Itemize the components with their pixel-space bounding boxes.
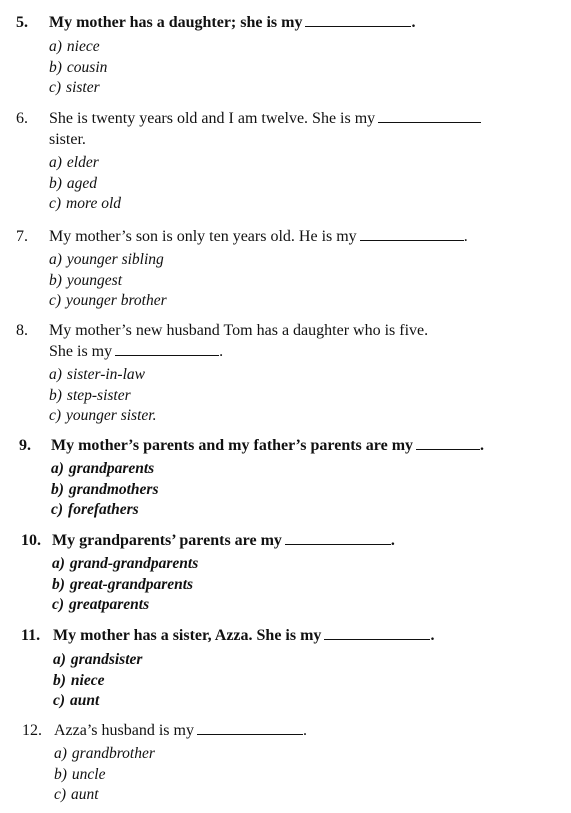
option-letter: a) bbox=[52, 555, 65, 572]
option-a[interactable] bbox=[49, 37, 107, 58]
option-text: aunt bbox=[70, 692, 100, 709]
option-letter: b) bbox=[52, 575, 65, 593]
option-text: younger brother bbox=[66, 292, 167, 309]
question-prompt: My mother’s son is only ten years old. He is my bbox=[49, 228, 357, 245]
question-prompt: My mother has a sister, Azza. She is my bbox=[53, 627, 322, 644]
question-text bbox=[51, 435, 521, 456]
answer-blank[interactable] bbox=[324, 625, 430, 640]
answer-blank[interactable] bbox=[285, 530, 391, 545]
option-letter: a) bbox=[51, 460, 64, 477]
question-end: . bbox=[390, 532, 395, 549]
option-letter: b) bbox=[53, 671, 66, 689]
option-c[interactable] bbox=[49, 406, 156, 427]
answer-options bbox=[49, 250, 167, 312]
option-letter: a) bbox=[49, 366, 62, 383]
option-text: elder bbox=[66, 154, 99, 171]
option-text: sister bbox=[66, 79, 100, 96]
option-letter: a) bbox=[49, 154, 62, 171]
option-letter: c) bbox=[49, 195, 62, 212]
question-end: . bbox=[411, 14, 416, 31]
option-b[interactable] bbox=[54, 765, 155, 786]
option-letter: a) bbox=[49, 38, 62, 55]
option-text: sister-in-law bbox=[66, 366, 145, 383]
option-letter: b) bbox=[49, 386, 62, 404]
option-letter: c) bbox=[53, 692, 66, 709]
option-text: aunt bbox=[71, 786, 99, 803]
question-end: . bbox=[430, 627, 435, 644]
question-text bbox=[52, 530, 522, 551]
option-letter: b) bbox=[54, 765, 67, 783]
option-letter: a) bbox=[49, 251, 62, 268]
question-number: 10. bbox=[21, 532, 41, 549]
option-letter: b) bbox=[49, 271, 62, 289]
question-number: 7. bbox=[16, 228, 28, 245]
option-text: uncle bbox=[71, 765, 106, 783]
answer-options bbox=[52, 554, 198, 616]
option-text: grandmothers bbox=[68, 480, 159, 498]
option-c[interactable] bbox=[53, 691, 142, 712]
answer-options bbox=[49, 365, 156, 427]
answer-blank[interactable] bbox=[305, 12, 411, 27]
question-number: 5. bbox=[16, 14, 28, 31]
option-letter: b) bbox=[51, 480, 64, 498]
option-text: grandsister bbox=[70, 651, 143, 668]
option-text: grandparents bbox=[68, 460, 155, 477]
question-prompt: She is twenty years old and I am twelve. She is my bbox=[49, 110, 376, 127]
option-text: grand-grandparents bbox=[69, 555, 199, 572]
question-prompt: My grandparents’ parents are my bbox=[52, 532, 282, 549]
option-letter: b) bbox=[49, 58, 62, 76]
option-text: greatparents bbox=[69, 596, 150, 613]
option-letter: c) bbox=[51, 501, 64, 518]
option-text: grandbrother bbox=[71, 745, 155, 762]
option-letter: c) bbox=[49, 292, 62, 309]
option-a[interactable] bbox=[49, 250, 167, 271]
option-a[interactable] bbox=[49, 153, 121, 174]
option-b[interactable] bbox=[49, 174, 121, 195]
answer-options bbox=[54, 744, 155, 806]
question-text bbox=[49, 12, 519, 33]
option-a[interactable] bbox=[51, 459, 159, 480]
answer-options bbox=[49, 153, 121, 215]
option-a[interactable] bbox=[54, 744, 155, 765]
option-c[interactable] bbox=[49, 194, 121, 215]
question-number: 9. bbox=[19, 437, 31, 454]
option-letter: c) bbox=[52, 596, 65, 613]
answer-options bbox=[49, 37, 107, 99]
option-c[interactable] bbox=[49, 78, 107, 99]
question-end: . bbox=[302, 722, 307, 739]
question-text bbox=[54, 720, 524, 741]
option-text: cousin bbox=[66, 58, 108, 76]
option-text: great-grandparents bbox=[69, 575, 194, 593]
answer-blank[interactable] bbox=[115, 341, 219, 356]
question-prompt: Azza’s husband is my bbox=[54, 722, 194, 739]
question-continuation: sister. bbox=[49, 131, 86, 148]
option-text: forefathers bbox=[68, 501, 139, 518]
option-b[interactable] bbox=[51, 480, 159, 501]
option-c[interactable] bbox=[54, 785, 155, 806]
option-letter: c) bbox=[49, 79, 62, 96]
option-a[interactable] bbox=[53, 650, 142, 671]
question-number: 11. bbox=[21, 627, 41, 644]
option-b[interactable] bbox=[52, 575, 198, 596]
option-b[interactable] bbox=[49, 58, 107, 79]
option-text: younger sister. bbox=[66, 407, 157, 424]
option-b[interactable] bbox=[49, 271, 167, 292]
question-text bbox=[49, 108, 519, 150]
option-letter: b) bbox=[49, 174, 62, 192]
question-text bbox=[53, 625, 523, 646]
question-prompt: My mother’s parents and my father’s parents are my bbox=[51, 437, 414, 454]
question-number: 6. bbox=[16, 110, 28, 127]
answer-blank[interactable] bbox=[197, 720, 303, 735]
option-text: younger sibling bbox=[66, 251, 164, 268]
question-continuation-text: She is my bbox=[49, 343, 113, 360]
question-prompt: My mother has a daughter; she is my bbox=[49, 14, 303, 31]
option-letter: c) bbox=[49, 407, 62, 424]
option-text: aged bbox=[66, 174, 98, 192]
option-a[interactable] bbox=[52, 554, 198, 575]
question-text bbox=[49, 320, 519, 362]
option-text: more old bbox=[66, 195, 122, 212]
answer-blank[interactable] bbox=[416, 435, 480, 450]
option-letter: a) bbox=[54, 745, 67, 762]
question-end: . bbox=[219, 343, 224, 360]
option-c[interactable] bbox=[51, 500, 159, 521]
option-letter: c) bbox=[54, 786, 67, 803]
option-b[interactable] bbox=[49, 386, 156, 407]
question-text bbox=[49, 226, 519, 247]
question-end: . bbox=[463, 228, 468, 245]
option-b[interactable] bbox=[53, 671, 142, 692]
answer-blank[interactable] bbox=[360, 226, 464, 241]
option-c[interactable] bbox=[52, 595, 198, 616]
option-text: youngest bbox=[66, 271, 123, 289]
option-letter: a) bbox=[53, 651, 66, 668]
option-a[interactable] bbox=[49, 365, 156, 386]
option-c[interactable] bbox=[49, 291, 167, 312]
option-text: step-sister bbox=[66, 386, 131, 404]
answer-options bbox=[53, 650, 142, 712]
option-text: niece bbox=[70, 671, 105, 689]
question-number: 8. bbox=[16, 322, 28, 339]
question-prompt: My mother’s new husband Tom has a daughter who is five. bbox=[49, 322, 429, 339]
question-number: 12. bbox=[22, 722, 42, 739]
question-continuation bbox=[49, 341, 519, 362]
answer-options bbox=[51, 459, 159, 521]
question-end: . bbox=[480, 437, 485, 454]
option-text: niece bbox=[66, 38, 100, 55]
answer-blank[interactable] bbox=[378, 108, 481, 123]
